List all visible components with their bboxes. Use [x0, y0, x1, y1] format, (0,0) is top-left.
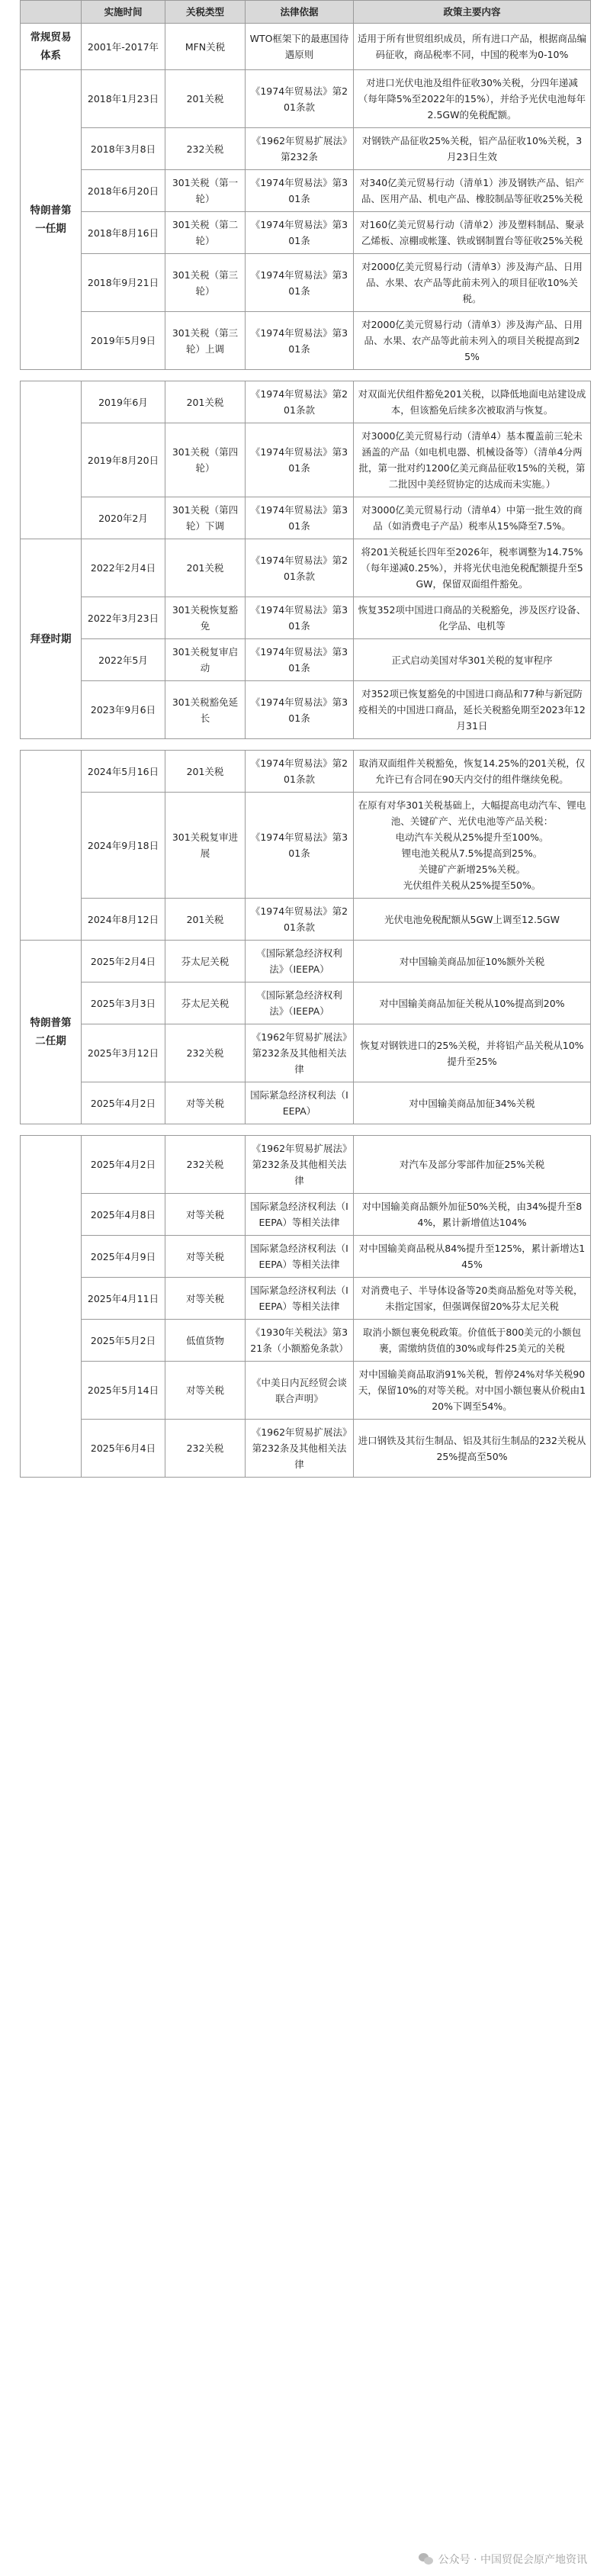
table-row [21, 1278, 591, 1320]
type-cell: 201关税 [165, 381, 246, 423]
watermark-text: 公众号 · 中国贸促会原产地资讯 [438, 2554, 587, 2566]
time-cell: 2023年9月6日 [82, 681, 165, 739]
type-cell: 301关税复审启动 [165, 639, 246, 681]
time-cell: 2025年6月4日 [82, 1420, 165, 1478]
type-cell: 301关税（第三轮） [165, 254, 246, 312]
type-cell: 232关税 [165, 1136, 246, 1194]
content-cell: 对2000亿美元贸易行动（清单3）涉及海产品、日用品、水果、农产品等此前未列入的项目征收10%关税。 [354, 254, 591, 312]
table-body [21, 24, 591, 1478]
tariff-policy-table-container [20, 0, 590, 1478]
wechat-icon [419, 2553, 434, 2565]
time-cell: 2025年4月9日 [82, 1236, 165, 1278]
table-row [21, 681, 591, 739]
era-cell: 常规贸易体系 [21, 24, 82, 70]
law-cell: 国际紧急经济权利法（IEEPA） [246, 1082, 354, 1124]
era-cell: 拜登时期 [21, 539, 82, 739]
section-gap-cell [21, 1124, 591, 1136]
table-row [21, 128, 591, 170]
table-row [21, 941, 591, 982]
table-row [21, 24, 591, 70]
law-cell: 《国际紧急经济权利法》（IEEPA） [246, 941, 354, 982]
law-cell: 《1974年贸易法》第301条 [246, 254, 354, 312]
type-cell: 301关税豁免延长 [165, 681, 246, 739]
time-cell: 2024年8月12日 [82, 899, 165, 941]
table-row [21, 170, 591, 212]
law-cell: 《1974年贸易法》第301条 [246, 639, 354, 681]
header-type: 关税类型 [165, 1, 246, 24]
time-cell: 2025年5月14日 [82, 1362, 165, 1420]
table-row [21, 1362, 591, 1420]
type-cell: 芬太尼关税 [165, 941, 246, 982]
law-cell: 《1974年贸易法》第201条款 [246, 70, 354, 128]
time-cell: 2025年5月2日 [82, 1320, 165, 1362]
time-cell: 2025年4月8日 [82, 1194, 165, 1236]
time-cell: 2018年9月21日 [82, 254, 165, 312]
era-cell: 特朗普第一任期 [21, 70, 82, 370]
table-row [21, 381, 591, 423]
content-cell: 对3000亿美元贸易行动（清单4）基本覆盖前三轮未涵盖的产品（如电机电器、机械设备等）（清单4分两批，第一批对约1200亿美元商品征收15%的关税，第二批因中美经贸协定的达成而未实施。） [354, 423, 591, 497]
law-cell: 《1974年贸易法》第201条款 [246, 381, 354, 423]
type-cell: 对等关税 [165, 1082, 246, 1124]
content-cell: 对160亿美元贸易行动（清单2）涉及塑料制品、聚录乙烯板、凉棚或帐篷、铁或钢制置台等征收25%关税 [354, 212, 591, 254]
table-row [21, 1024, 591, 1082]
header-content: 政策主要内容 [354, 1, 591, 24]
content-cell: 对进口光伏电池及组件征收30%关税，分四年递减（每年降5%至2022年的15%），并给予光伏电池每年2.5GW的免税配额。 [354, 70, 591, 128]
law-cell: 国际紧急经济权利法（IEEPA）等相关法律 [246, 1236, 354, 1278]
time-cell: 2018年8月16日 [82, 212, 165, 254]
table-row [21, 497, 591, 539]
table-row [21, 539, 591, 597]
content-cell: 对消费电子、半导体设备等20类商品豁免对等关税，未指定国家，但强调保留20%芬太尼关税 [354, 1278, 591, 1320]
content-cell: 恢复对钢铁进口的25%关税，并将铝产品关税从10%提升至25% [354, 1024, 591, 1082]
type-cell: 201关税 [165, 899, 246, 941]
time-cell: 2018年6月20日 [82, 170, 165, 212]
law-cell: 《1930年关税法》第321条（小额豁免条款） [246, 1320, 354, 1362]
content-cell: 对中国输美商品加征10%额外关税 [354, 941, 591, 982]
table-row [21, 597, 591, 639]
table-row [21, 1320, 591, 1362]
law-cell: 《1974年贸易法》第201条款 [246, 751, 354, 793]
law-cell: 《国际紧急经济权利法》（IEEPA） [246, 982, 354, 1024]
content-cell: 正式启动美国对华301关税的复审程序 [354, 639, 591, 681]
content-cell: 对340亿美元贸易行动（清单1）涉及钢铁产品、铝产品、医用产品、机电产品、橡胶制品等征收25%关税 [354, 170, 591, 212]
type-cell: 301关税复审进展 [165, 793, 246, 899]
table-row [21, 1194, 591, 1236]
section-gap [21, 1124, 591, 1136]
section-gap-cell [21, 370, 591, 381]
type-cell: 301关税（第一轮） [165, 170, 246, 212]
type-cell: 芬太尼关税 [165, 982, 246, 1024]
content-cell: 对中国输美商品取消91%关税，暂停24%对华关税90天，保留10%的对等关税。对中国小额包裹从价税由120%下调至54%。 [354, 1362, 591, 1420]
era-cell [21, 751, 82, 941]
content-cell: 恢复352项中国进口商品的关税豁免，涉及医疗设备、化学品、电机等 [354, 597, 591, 639]
law-cell: 《1974年贸易法》第301条 [246, 793, 354, 899]
content-cell: 进口钢铁及其衍生制品、铝及其衍生制品的232关税从25%提高至50% [354, 1420, 591, 1478]
type-cell: 232关税 [165, 1024, 246, 1082]
content-cell: 对中国输美商品额外加征50%关税，由34%提升至84%，累计新增值达104% [354, 1194, 591, 1236]
era-cell: 特朗普第二任期 [21, 941, 82, 1124]
content-cell: 对中国输美商品税从84%提升至125%，累计新增达145% [354, 1236, 591, 1278]
content-cell: 对汽车及部分零部件加征25%关税 [354, 1136, 591, 1194]
law-cell: 《1974年贸易法》第301条 [246, 597, 354, 639]
type-cell: 301关税（第三轮）上调 [165, 312, 246, 370]
law-cell: 国际紧急经济权利法（IEEPA）等相关法律 [246, 1278, 354, 1320]
time-cell: 2025年4月2日 [82, 1136, 165, 1194]
time-cell: 2025年4月11日 [82, 1278, 165, 1320]
tariff-policy-table [20, 0, 591, 1478]
content-cell: 对中国输美商品加征关税从10%提高到20% [354, 982, 591, 1024]
type-cell: 对等关税 [165, 1236, 246, 1278]
table-row [21, 423, 591, 497]
table-row [21, 1136, 591, 1194]
law-cell: 《1962年贸易扩展法》第232条及其他相关法律 [246, 1136, 354, 1194]
header-law: 法律依据 [246, 1, 354, 24]
time-cell: 2019年6月 [82, 381, 165, 423]
type-cell: 301关税（第四轮）下调 [165, 497, 246, 539]
table-row [21, 639, 591, 681]
time-cell: 2019年8月20日 [82, 423, 165, 497]
type-cell: 301关税恢复豁免 [165, 597, 246, 639]
time-cell: 2018年1月23日 [82, 70, 165, 128]
law-cell: 《1974年贸易法》第301条 [246, 170, 354, 212]
table-header-row [21, 1, 591, 24]
content-cell: 对2000亿美元贸易行动（清单3）涉及海产品、日用品、水果、农产品等此前未列入的项目关税提高到25% [354, 312, 591, 370]
time-cell: 2019年5月9日 [82, 312, 165, 370]
header-time: 实施时间 [82, 1, 165, 24]
type-cell: 201关税 [165, 70, 246, 128]
table-row [21, 1236, 591, 1278]
time-cell: 2024年9月18日 [82, 793, 165, 899]
type-cell: 对等关税 [165, 1194, 246, 1236]
type-cell: 232关税 [165, 1420, 246, 1478]
law-cell: 《1974年贸易法》第301条 [246, 681, 354, 739]
section-gap [21, 370, 591, 381]
law-cell: 《1974年贸易法》第301条 [246, 497, 354, 539]
time-cell: 2024年5月16日 [82, 751, 165, 793]
table-row [21, 982, 591, 1024]
law-cell: 《1962年贸易扩展法》第232条 [246, 128, 354, 170]
watermark [419, 2552, 587, 2567]
time-cell: 2025年4月2日 [82, 1082, 165, 1124]
law-cell: 《中美日内瓦经贸会谈联合声明》 [246, 1362, 354, 1420]
table-row [21, 751, 591, 793]
table-row [21, 793, 591, 899]
content-cell: 对352项已恢复豁免的中国进口商品和77种与新冠防疫相关的中国进口商品，延长关税豁免期至2023年12月31日 [354, 681, 591, 739]
content-cell: 对中国输美商品加征34%关税 [354, 1082, 591, 1124]
type-cell: 对等关税 [165, 1278, 246, 1320]
type-cell: 232关税 [165, 128, 246, 170]
time-cell: 2022年5月 [82, 639, 165, 681]
type-cell: 301关税（第二轮） [165, 212, 246, 254]
time-cell: 2022年2月4日 [82, 539, 165, 597]
time-cell: 2025年3月3日 [82, 982, 165, 1024]
table-row [21, 899, 591, 941]
type-cell: 301关税（第四轮） [165, 423, 246, 497]
content-cell: 对双面光伏组件豁免201关税，以降低地面电站建设成本，但该豁免后续多次被取消与恢复。 [354, 381, 591, 423]
time-cell: 2025年2月4日 [82, 941, 165, 982]
time-cell: 2018年3月8日 [82, 128, 165, 170]
content-cell: 取消双面组件关税豁免，恢复14.25%的201关税，仅允许已有合同在90天内交付的组件继续免税。 [354, 751, 591, 793]
content-cell: 在原有对华301关税基础上，大幅提高电动汽车、锂电池、关键矿产、光伏电池等产品关税： 电动汽车关税从25%提升至100%。 锂电池关税从7.5%提高到25%。 关键矿产新增25%关税。 光伏组件关税从25%提至50%。 [354, 793, 591, 899]
type-cell: MFN关税 [165, 24, 246, 70]
type-cell: 201关税 [165, 539, 246, 597]
law-cell: 《1962年贸易扩展法》第232条及其他相关法律 [246, 1024, 354, 1082]
section-gap [21, 739, 591, 751]
time-cell: 2022年3月23日 [82, 597, 165, 639]
law-cell: WTO框架下的最惠国待遇原则 [246, 24, 354, 70]
type-cell: 201关税 [165, 751, 246, 793]
time-cell: 2020年2月 [82, 497, 165, 539]
law-cell: 《1974年贸易法》第201条款 [246, 899, 354, 941]
era-cell [21, 1136, 82, 1478]
law-cell: 《1974年贸易法》第301条 [246, 212, 354, 254]
table-row [21, 254, 591, 312]
table-row [21, 212, 591, 254]
law-cell: 《1962年贸易扩展法》第232条及其他相关法律 [246, 1420, 354, 1478]
content-cell: 光伏电池免税配额从5GW上调至12.5GW [354, 899, 591, 941]
section-gap-cell [21, 739, 591, 751]
law-cell: 《1974年贸易法》第301条 [246, 312, 354, 370]
content-cell: 取消小额包裹免税政策。价值低于800美元的小额包裹，需缴纳货值的30%或每件25美元的关税 [354, 1320, 591, 1362]
law-cell: 《1974年贸易法》第201条款 [246, 539, 354, 597]
table-row [21, 312, 591, 370]
table-row [21, 1082, 591, 1124]
time-cell: 2025年3月12日 [82, 1024, 165, 1082]
header-era-cell [21, 1, 82, 24]
law-cell: 《1974年贸易法》第301条 [246, 423, 354, 497]
time-cell: 2001年-2017年 [82, 24, 165, 70]
type-cell: 对等关税 [165, 1362, 246, 1420]
table-row [21, 70, 591, 128]
era-cell [21, 381, 82, 539]
type-cell: 低值货物 [165, 1320, 246, 1362]
table-row [21, 1420, 591, 1478]
content-cell: 适用于所有世贸组织成员，所有进口产品，根据商品编码征收，商品税率不同，中国的税率为0-10% [354, 24, 591, 70]
content-cell: 对钢铁产品征收25%关税，铝产品征收10%关税，3月23日生效 [354, 128, 591, 170]
content-cell: 对3000亿美元贸易行动（清单4）中第一批生效的商品（如消费电子产品）税率从15%降至7.5%。 [354, 497, 591, 539]
content-cell: 将201关税延长四年至2026年，税率调整为14.75%（每年递减0.25%），并将光伏电池免税配额提升至5GW，保留双面组件豁免。 [354, 539, 591, 597]
law-cell: 国际紧急经济权利法（IEEPA）等相关法律 [246, 1194, 354, 1236]
